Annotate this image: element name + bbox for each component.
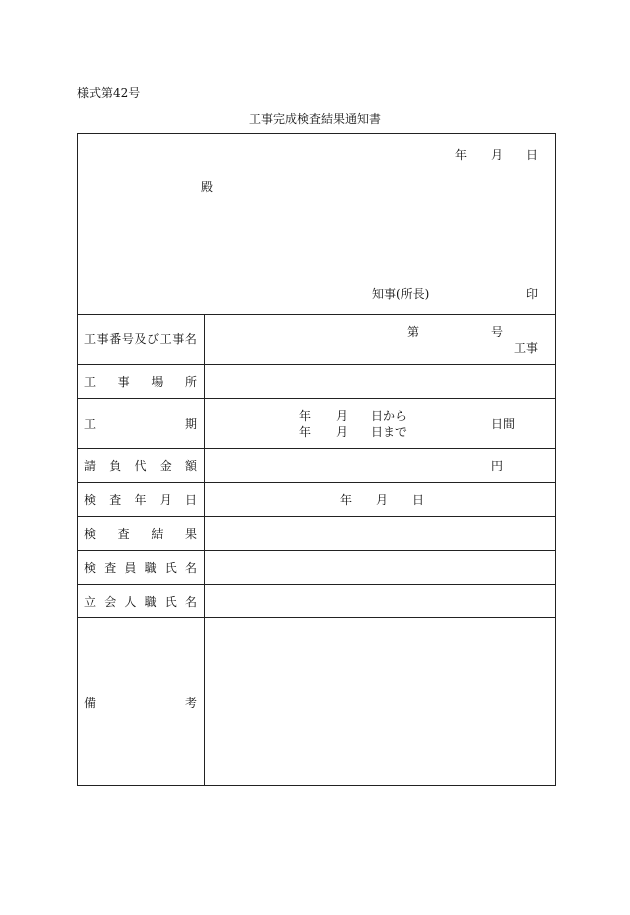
date-month: 月: [491, 148, 504, 162]
addressee-suffix: 殿: [201, 180, 214, 194]
date-year: 年: [455, 148, 468, 162]
period-start-day: 日から: [371, 409, 408, 423]
period-end-year: 年: [299, 425, 312, 439]
period-start-month: 月: [336, 409, 349, 423]
label-contract-amount: 請 負 代 金 額: [84, 459, 197, 473]
row-divider: [77, 398, 556, 399]
period-end-day: 日まで: [371, 425, 408, 439]
row-divider: [77, 364, 556, 365]
document-title: 工事完成検査結果通知書: [248, 112, 381, 126]
row-divider: [77, 448, 556, 449]
inspection-year: 年: [340, 493, 353, 507]
label-work-period: 工 期: [84, 417, 197, 431]
work-name-suffix: 工事: [514, 341, 539, 355]
row-divider: [77, 516, 556, 517]
contract-amount-unit: 円: [491, 459, 504, 473]
label-work-location: 工 事 場 所: [84, 375, 197, 389]
date-day: 日: [526, 148, 539, 162]
row-divider: [77, 550, 556, 551]
period-start-year: 年: [299, 409, 312, 423]
work-number-prefix: 第: [407, 325, 420, 339]
row-divider: [77, 314, 556, 315]
label-inspection-result: 検 査 結 果: [84, 527, 197, 541]
work-number-suffix: 号: [491, 325, 504, 339]
label-inspection-date: 検 査 年 月 日: [84, 493, 197, 507]
column-divider: [204, 314, 205, 786]
row-divider: [77, 482, 556, 483]
period-end-month: 月: [336, 425, 349, 439]
period-days-unit: 日間: [491, 417, 516, 431]
label-work-number-name: 工 事 番 号 及 び 工 事 名: [84, 332, 197, 346]
inspection-day: 日: [412, 493, 425, 507]
label-inspector-name: 検 査 員 職 氏 名: [84, 561, 197, 575]
row-divider: [77, 617, 556, 618]
row-divider: [77, 584, 556, 585]
seal-mark: 印: [526, 287, 539, 301]
sender-title: 知事(所長): [372, 287, 430, 301]
form-number: 様式第42号: [77, 86, 141, 100]
label-witness-name: 立 会 人 職 氏 名: [84, 595, 197, 609]
inspection-month: 月: [376, 493, 389, 507]
label-remarks: 備 考: [84, 696, 197, 710]
